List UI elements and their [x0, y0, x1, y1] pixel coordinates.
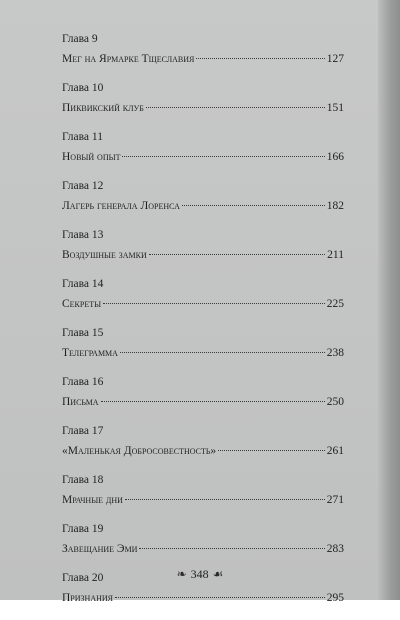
chapter-title: Мег на Ярмарке Тщеславия: [62, 53, 195, 65]
chapter-page-number: 238: [326, 347, 344, 359]
chapter-title: Секреты: [62, 298, 102, 310]
dot-leader: [125, 499, 325, 500]
toc-title-row: [62, 493, 344, 507]
table-of-contents: [62, 32, 344, 620]
dot-leader: [146, 107, 325, 108]
toc-entry: [62, 522, 344, 571]
chapter-page-number: 166: [326, 151, 344, 163]
dot-leader: [122, 156, 324, 157]
toc-entry: [62, 32, 344, 81]
chapter-title: Лагерь генерала Лоренса: [62, 200, 180, 212]
dot-leader: [149, 254, 325, 255]
chapter-page-number: 151: [326, 102, 344, 114]
toc-title-row: [62, 591, 344, 605]
chapter-page-number: 261: [326, 445, 344, 457]
chapter-title: Признания: [62, 592, 113, 604]
chapter-label: Глава 9: [62, 33, 98, 45]
toc-entry: [62, 81, 344, 130]
chapter-label: Глава 16: [62, 376, 104, 388]
toc-title-row: [62, 52, 344, 66]
toc-title-row: [62, 542, 344, 556]
page-number: 348: [190, 567, 209, 581]
chapter-page-number: 182: [326, 200, 344, 212]
chapter-title: «Маленькая Добросовестность»: [62, 445, 217, 457]
page-footer: [0, 567, 400, 582]
chapter-title: Мрачные дни: [62, 494, 123, 506]
chapter-title: Новый опыт: [62, 151, 121, 163]
toc-entry: [62, 228, 344, 277]
chapter-label: Глава 19: [62, 523, 104, 535]
dot-leader: [115, 597, 325, 598]
dot-leader: [182, 205, 325, 206]
dot-leader: [218, 450, 325, 451]
chapter-title: Телеграмма: [62, 347, 118, 359]
chapter-label: Глава 14: [62, 278, 104, 290]
dot-leader: [196, 58, 324, 59]
chapter-title: Завещание Эми: [62, 543, 138, 555]
dot-leader: [139, 548, 324, 549]
fleuron-right-icon: ☙: [212, 567, 224, 581]
chapter-label: Глава 12: [62, 180, 104, 192]
toc-title-row: [62, 395, 344, 409]
toc-entry: [62, 473, 344, 522]
chapter-page-number: 250: [326, 396, 344, 408]
toc-entry: [62, 424, 344, 473]
dot-leader: [101, 401, 325, 402]
dot-leader: [120, 352, 325, 353]
fleuron-left-icon: ❧: [176, 567, 187, 581]
chapter-label: Глава 20: [62, 572, 104, 584]
toc-title-row: [62, 248, 344, 262]
toc-entry: [62, 277, 344, 326]
chapter-page-number: 295: [326, 592, 344, 604]
toc-title-row: [62, 199, 344, 213]
chapter-label: Глава 11: [62, 131, 103, 143]
chapter-title: Пиквикский клуб: [62, 102, 144, 114]
toc-title-row: [62, 101, 344, 115]
chapter-page-number: 211: [327, 249, 344, 261]
page-edge-shadow: [378, 0, 400, 600]
chapter-label: Глава 15: [62, 327, 104, 339]
dot-leader: [103, 303, 325, 304]
toc-title-row: [62, 297, 344, 311]
chapter-page-number: 271: [326, 494, 344, 506]
toc-entry: [62, 179, 344, 228]
chapter-label: Глава 10: [62, 82, 104, 94]
chapter-title: Письма: [62, 396, 99, 408]
toc-title-row: [62, 346, 344, 360]
chapter-label: Глава 13: [62, 229, 104, 241]
chapter-label: Глава 18: [62, 474, 104, 486]
toc-title-row: [62, 150, 344, 164]
toc-entry: [62, 375, 344, 424]
chapter-page-number: 127: [326, 53, 344, 65]
toc-entry: [62, 130, 344, 179]
chapter-page-number: 225: [326, 298, 344, 310]
chapter-page-number: 283: [326, 543, 344, 555]
chapter-label: Глава 17: [62, 425, 104, 437]
chapter-title: Воздушные замки: [62, 249, 147, 261]
toc-entry: [62, 326, 344, 375]
toc-title-row: [62, 444, 344, 458]
